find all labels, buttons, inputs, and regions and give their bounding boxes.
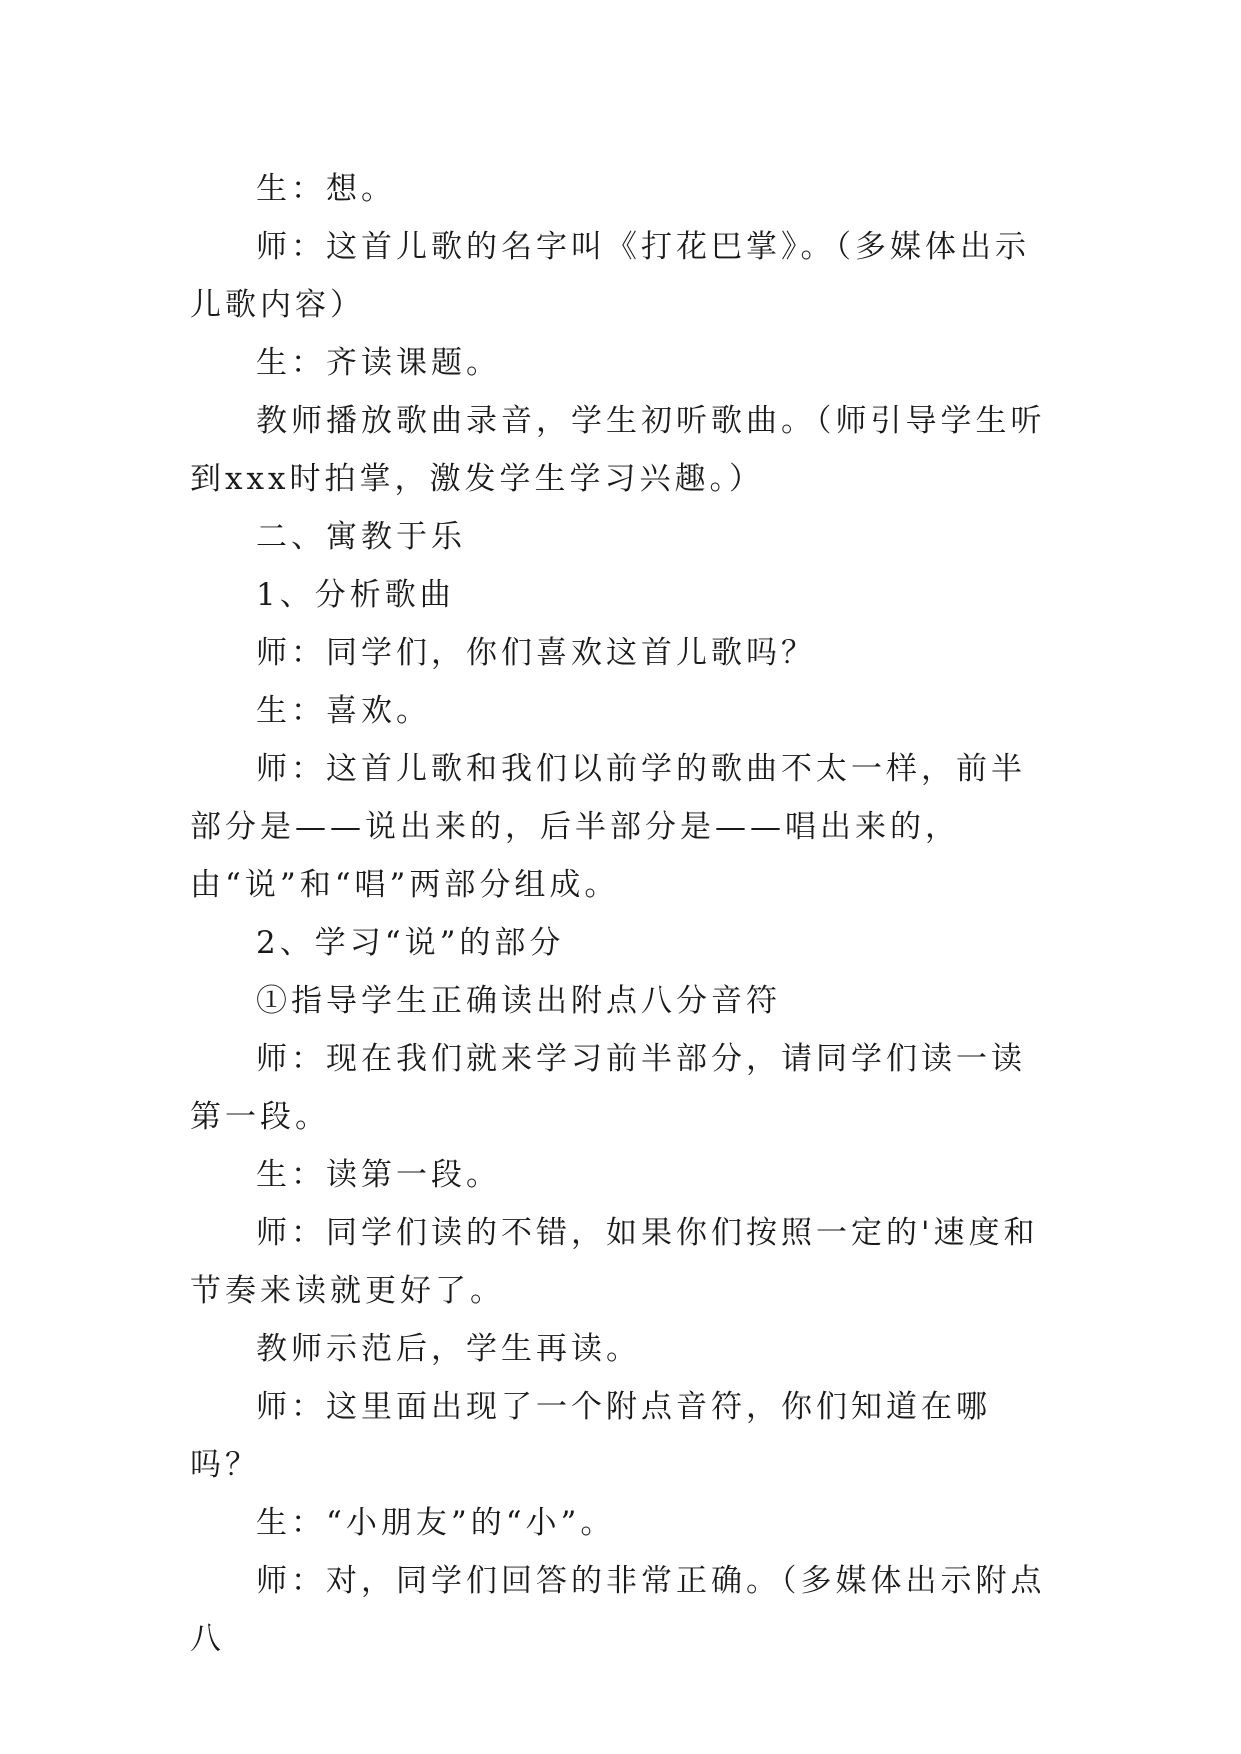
paragraph: 师：对，同学们回答的非常正确。（多媒体出示附点八 bbox=[190, 1563, 1046, 1657]
paragraph: 1、分析歌曲 bbox=[256, 577, 455, 613]
paragraph: 师：同学们读的不错，如果你们按照一定的'速度和节奏来读就更好了。 bbox=[190, 1215, 1039, 1309]
paragraph: 师：同学们，你们喜欢这首儿歌吗？ bbox=[256, 635, 816, 671]
paragraph: 2、学习“说”的部分 bbox=[256, 925, 565, 961]
paragraph: 师：这首儿歌和我们以前学的歌曲不太一样，前半部分是——说出来的，后半部分是——唱出来的，由“说”和“唱”两部分组成。 bbox=[190, 751, 1026, 903]
paragraph: 生：读第一段。 bbox=[256, 1157, 501, 1193]
paragraph: 生：想。 bbox=[256, 171, 396, 207]
paragraph: 师：这首儿歌的名字叫《打花巴掌》。（多媒体出示儿歌内容） bbox=[190, 229, 1030, 323]
paragraph: 教师示范后，学生再读。 bbox=[256, 1331, 641, 1367]
paragraph: 师：现在我们就来学习前半部分，请同学们读一读第一段。 bbox=[190, 1041, 1026, 1135]
paragraph: 师：这里面出现了一个附点音符，你们知道在哪吗？ bbox=[190, 1389, 991, 1483]
paragraph: 生：喜欢。 bbox=[256, 693, 431, 729]
body-text bbox=[190, 160, 1050, 1668]
paragraph: 生：齐读课题。 bbox=[256, 345, 501, 381]
paragraph: 教师播放歌曲录音，学生初听歌曲。（师引导学生听到xxx时拍掌，激发学生学习兴趣。） bbox=[190, 403, 1046, 497]
paragraph: 生：“小朋友”的“小”。 bbox=[256, 1505, 616, 1541]
paragraph: 二、寓教于乐 bbox=[256, 519, 466, 555]
paragraph: ①指导学生正确读出附点八分音符 bbox=[256, 983, 781, 1019]
